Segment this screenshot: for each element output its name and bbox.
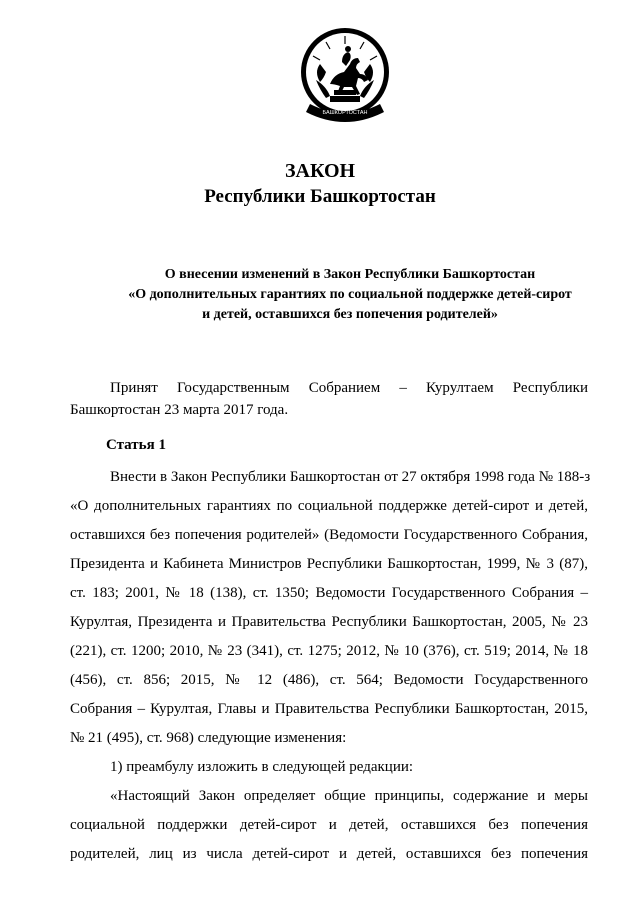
article-line: Внести в Закон Республики Башкортостан от 27 октября 1998 года № 188-з bbox=[110, 469, 591, 485]
law-title-line: и детей, оставшихся без попечения родителей» bbox=[202, 307, 498, 322]
article-line: (456), ст. 856; 2015, № 12 (486), ст. 564; Ведомости Государственного bbox=[70, 672, 588, 688]
article-line: оставшихся без попечения родителей» (Ведомости Государственного Собрания, bbox=[70, 527, 588, 543]
law-title bbox=[60, 265, 640, 325]
article-line: Курултая, Президента и Правительства Республики Башкортостан, 2005, № 23 bbox=[70, 614, 588, 630]
article-line: 1) преамбулу изложить в следующей редакции: bbox=[110, 759, 414, 775]
document-type-title: ЗАКОН bbox=[284, 160, 356, 182]
article-line: Собрания – Курултая, Главы и Правительства Республики Башкортостан, 2015, bbox=[70, 701, 588, 717]
article-line: социальной поддержки детей-сирот и детей, оставшихся без попечения bbox=[70, 817, 588, 833]
adoption-note bbox=[70, 377, 588, 421]
emblem-ribbon-text: БАШКОРТОСТАН bbox=[322, 110, 368, 116]
article-line: (221), ст. 1200; 2010, № 23 (341), ст. 1275; 2012, № 10 (376), ст. 519; 2014, № 18 bbox=[70, 643, 588, 659]
law-title-line: «О дополнительных гарантиях по социальной поддержке детей-сирот bbox=[128, 287, 572, 302]
article-line: родителей, лиц из числа детей-сирот и детей, оставшихся без попечения bbox=[70, 846, 588, 862]
adoption-line: Принят Государственным Собранием – Курултаем Республики bbox=[110, 380, 588, 396]
article-line: № 21 (495), ст. 968) следующие изменения: bbox=[70, 730, 347, 746]
adoption-line: Башкортостан 23 марта 2017 года. bbox=[70, 402, 289, 418]
law-title-line: О внесении изменений в Закон Республики Башкортостан bbox=[164, 267, 536, 282]
article-body bbox=[70, 463, 591, 869]
issuer-title: Республики Башкортостан bbox=[204, 186, 436, 207]
article-line: «Настоящий Закон определяет общие принципы, содержание и меры bbox=[110, 788, 588, 804]
article-line: Президента и Кабинета Министров Республики Башкортостан, 1999, № 3 (87), bbox=[70, 556, 588, 572]
article-line: ст. 183; 2001, № 18 (138), ст. 1350; Ведомости Государственного Собрания – bbox=[70, 585, 588, 601]
article-line: «О дополнительных гарантиях по социальной поддержке детей-сирот и детей, bbox=[70, 498, 588, 514]
bashkortostan-coat-of-arms-icon bbox=[296, 24, 394, 128]
article-heading: Статья 1 bbox=[106, 437, 166, 453]
